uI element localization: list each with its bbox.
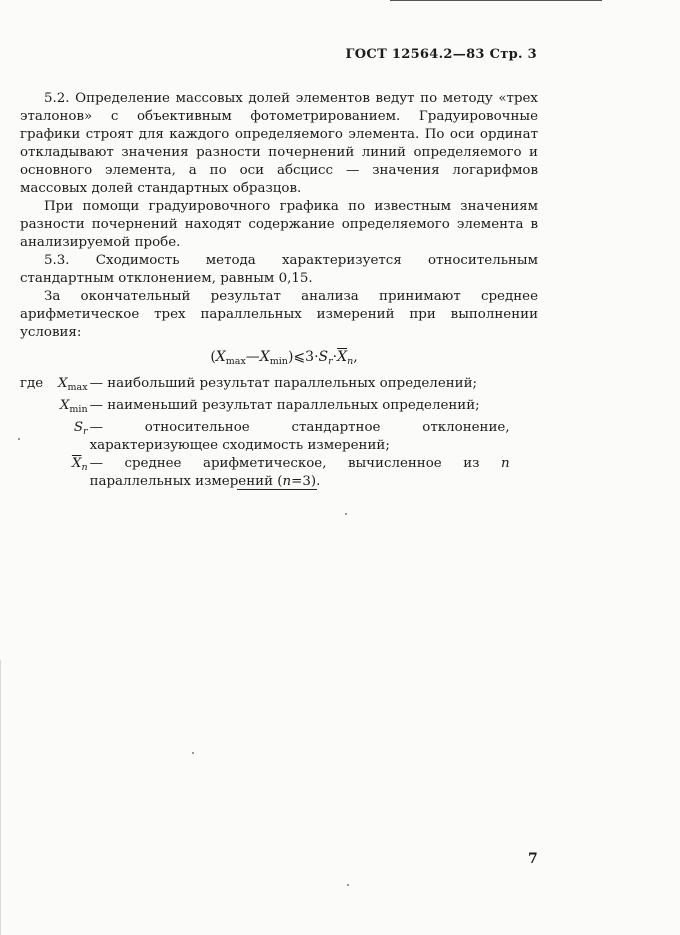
symbol-x-min: $X_{min}$ bbox=[59, 398, 88, 415]
scan-speck bbox=[192, 752, 194, 754]
page-label: Стр. 3 bbox=[489, 47, 537, 62]
body-text bbox=[20, 90, 538, 491]
section-divider bbox=[237, 489, 317, 490]
standard-number: ГОСТ 12564.2—83 bbox=[345, 47, 485, 62]
paragraph-5-3-result: За окончательный результат анализа принимают среднее арифметическое трех параллельных измерений при выполнении условия: bbox=[20, 289, 538, 340]
symbol-s-r: $S_r$ bbox=[73, 420, 88, 437]
desc-x-n: — среднее арифметическое, вычисленное из n параллельных измерений (n=3). bbox=[89, 456, 510, 489]
page-header bbox=[346, 47, 537, 62]
symbol-x-max: $X_{max}$ bbox=[58, 376, 88, 393]
page-number: 7 bbox=[528, 851, 538, 867]
convergence-formula: $(X_{max}—X_{min})⩽3\cdot S_r\cdot\overline{X}_n$, bbox=[210, 349, 358, 367]
desc-x-min: — наименьший результат параллельных определений; bbox=[89, 398, 480, 413]
desc-s-r: — относительное стандартное отклонение, характеризующее сходимость измерений; bbox=[89, 420, 510, 453]
paragraph-5-2-graph: При помощи градуировочного графика по известным значениям разности почернений находят содержание определяемого элемента в анализируемой пробе. bbox=[20, 199, 538, 250]
definition-s-r bbox=[20, 419, 510, 455]
definition-x-max bbox=[20, 375, 510, 397]
scan-speck bbox=[18, 438, 20, 440]
scan-edge bbox=[0, 660, 1, 935]
paragraph-5-2: 5.2. Определение массовых долей элементов ведут по методу «трех эталонов» с объективным фотометрированием. Градуировочные графики строят для каждого определяемого элемента. По оси ординат откладывают значения разности почернений линий определяемого и основного элемента, а по оси абсцисс — значения логарифмов массовых долей стандартных образцов. bbox=[20, 91, 538, 196]
definition-x-n bbox=[20, 455, 510, 491]
paragraph-5-3: 5.3. Сходимость метода характеризуется относительным стандартным отклонением, равным 0,15. bbox=[20, 253, 538, 286]
definition-x-min bbox=[20, 397, 510, 419]
top-rule bbox=[390, 0, 602, 1]
scan-speck bbox=[345, 513, 347, 515]
where-label: где bbox=[20, 376, 44, 391]
definitions-list bbox=[20, 375, 510, 491]
scan-speck bbox=[347, 884, 349, 886]
symbol-x-n: $\overline{X}_n$ bbox=[71, 456, 88, 473]
desc-x-max: — наибольший результат параллельных определений; bbox=[89, 376, 478, 391]
